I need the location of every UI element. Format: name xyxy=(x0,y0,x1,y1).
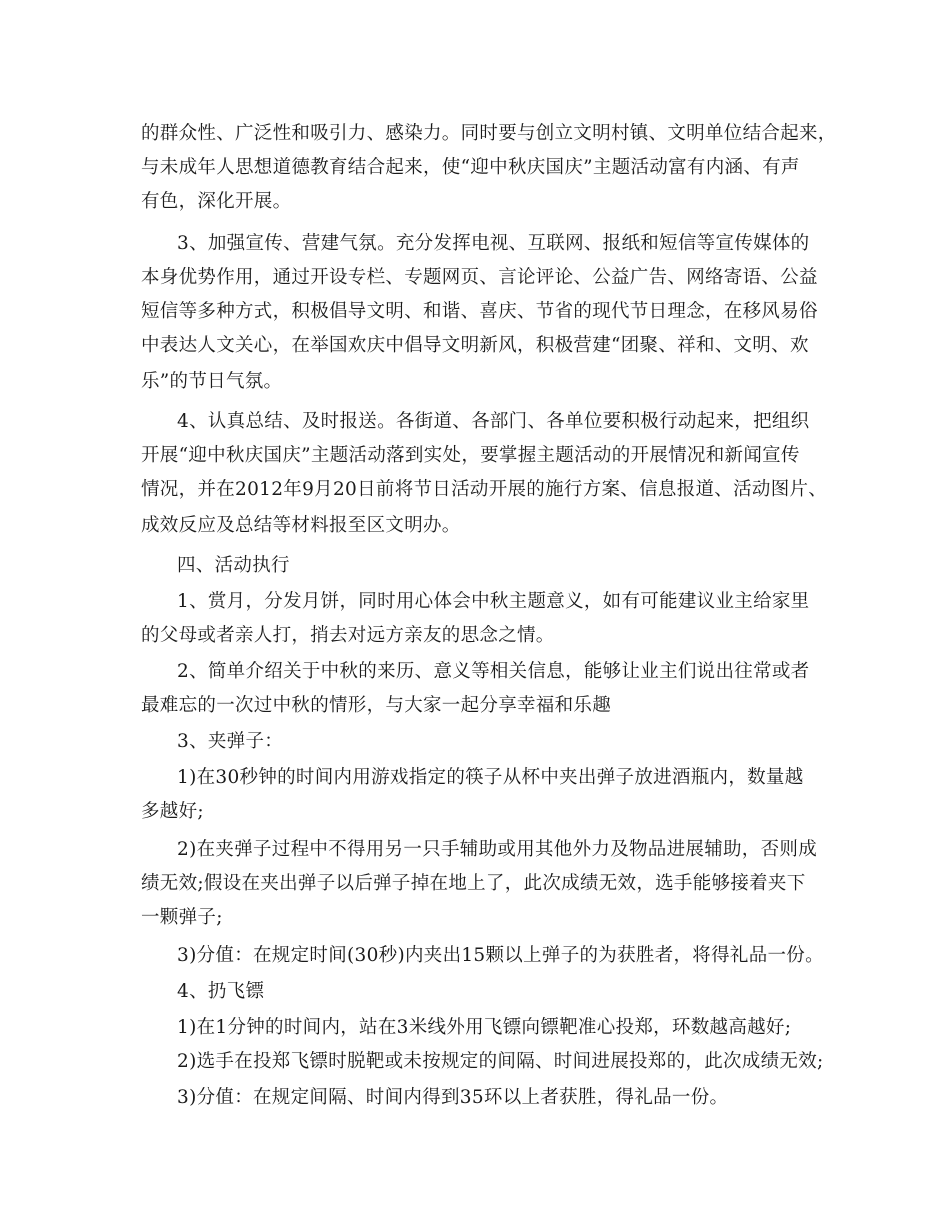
paragraph-line: 情况，并在2012年9月20日前将节日活动开展的施行方案、信息报道、活动图片、 xyxy=(141,479,828,500)
paragraph-line: 与未成年人思想道德教育结合起来，使“迎中秋庆国庆”主题活动富有内涵、有声 xyxy=(141,157,800,178)
paragraph-line: 短信等多种方式，积极倡导文明、和谐、喜庆、节省的现代节日理念，在移风易俗 xyxy=(141,301,818,322)
paragraph-line: 本身优势作用，通过开设专栏、专题网页、言论评论、公益广告、网络寄语、公益 xyxy=(141,267,818,288)
paragraph-line: 的父母或者亲人打，捎去对远方亲友的思念之情。 xyxy=(141,625,555,646)
section-heading: 四、活动执行 xyxy=(177,555,290,576)
paragraph-line: 中表达人文关心，在举国欢庆中倡导文明新风，积极营建“团聚、祥和、文明、欢 xyxy=(141,335,809,356)
list-item-line: 3)分值：在规定间隔、时间内得到35环以上者获胜，得礼品一份。 xyxy=(177,1087,729,1108)
list-heading: 4、扔飞镖 xyxy=(177,981,265,1002)
paragraph-line: 1、赏月，分发月饼，同时用心体会中秋主题意义，如有可能建议业主给家里 xyxy=(177,591,810,612)
list-item-line: 1)在1分钟的时间内，站在3米线外用飞镖向镖靶准心投郑，环数越高越好; xyxy=(177,1017,792,1038)
paragraph-line: 成效反应及总结等材料报至区文明办。 xyxy=(141,515,461,536)
paragraph-line: 4、认真总结、及时报送。各街道、各部门、各单位要积极行动起来，把组织 xyxy=(177,411,810,432)
paragraph-line: 3、加强宣传、营建气氛。充分发挥电视、互联网、报纸和短信等宣传媒体的 xyxy=(177,233,810,254)
list-heading: 3、夹弹子： xyxy=(177,731,284,752)
list-item-line: 多越好; xyxy=(141,801,204,822)
paragraph-line: 乐”的节日气氛。 xyxy=(141,371,283,392)
paragraph-line: 2、简单介绍关于中秋的来历、意义等相关信息，能够让业主们说出往常或者 xyxy=(177,661,810,682)
paragraph-line: 的群众性、广泛性和吸引力、感染力。同时要与创立文明村镇、文明单位结合起来， xyxy=(141,123,837,144)
list-item-line: 绩无效;假设在夹出弹子以后弹子掉在地上了，此次成绩无效，选手能够接着夹下 xyxy=(141,873,806,894)
paragraph-line: 有色，深化开展。 xyxy=(141,191,292,212)
paragraph-line: 开展“迎中秋庆国庆”主题活动落到实处，要掌握主题活动的开展情况和新闻宣传 xyxy=(141,445,800,466)
list-item-line: 一颗弹子; xyxy=(141,907,223,928)
list-item-line: 3)分值：在规定时间(30秒)内夹出15颗以上弹子的为获胜者，将得礼品一份。 xyxy=(177,945,824,966)
list-item-line: 2)在夹弹子过程中不得用另一只手辅助或用其他外力及物品进展辅助，否则成 xyxy=(177,839,817,860)
list-item-line: 2)选手在投郑飞镖时脱靶或未按规定的间隔、时间进展投郑的，此次成绩无效; xyxy=(177,1051,824,1072)
paragraph-line: 最难忘的一次过中秋的情形，与大家一起分享幸福和乐趣 xyxy=(141,695,612,716)
list-item-line: 1)在30秒钟的时间内用游戏指定的筷子从杯中夹出弹子放进酒瓶内，数量越 xyxy=(177,767,804,788)
